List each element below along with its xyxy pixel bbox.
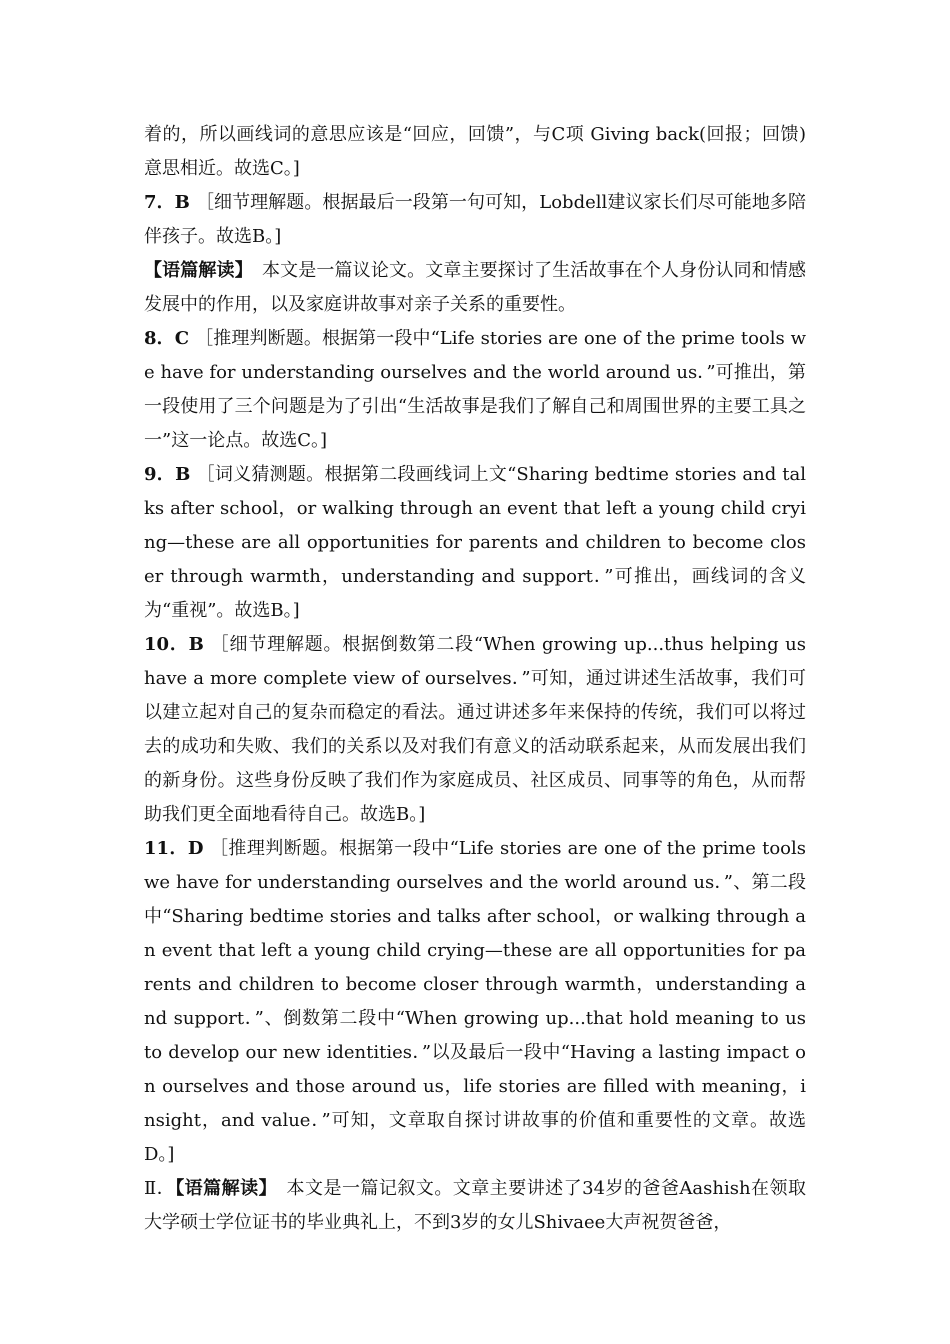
paragraph-question-10 — [144, 628, 806, 832]
paragraph-passage-summary-2 — [144, 1172, 806, 1240]
paragraph-1 — [144, 118, 806, 186]
question-number: 8． — [144, 328, 175, 349]
explanation-text: ［词义猜测题。根据第二段画线词上文“Sharing bedtime stories and talks after school，or walking through an event that left a young child crying—these are all opportunities for parents and children to become closer through warmth，understanding and support．”可推出，画线词的含义为“重视”。故选B。] — [144, 464, 806, 621]
section-tag: 【语篇解读】 — [175, 1178, 269, 1199]
paragraph-question-7 — [144, 186, 806, 254]
question-number: 11． — [144, 838, 188, 859]
explanation-text: ［细节理解题。根据最后一段第一句可知，Lobdell建议家长们尽可能地多陪伴孩子。故选B。] — [144, 192, 807, 247]
paragraph-question-11 — [144, 832, 806, 1172]
answer-key-text — [144, 118, 806, 1240]
question-number: 9． — [144, 464, 176, 485]
summary-text: 本文是一篇议论文。文章主要探讨了生活故事在个人身份认同和情感发展中的作用，以及家庭讲故事对亲子关系的重要性。 — [144, 260, 807, 315]
summary-text: 本文是一篇记叙文。文章主要讲述了34岁的爸爸Aashish在领取大学硕士学位证书的毕业典礼上，不到3岁的女儿Shivaee大声祝贺爸爸， — [144, 1178, 806, 1233]
paragraph-passage-summary-1 — [144, 254, 806, 322]
section-number: Ⅱ． — [144, 1178, 176, 1199]
explanation-text: ［细节理解题。根据倒数第二段“When growing up...thus helping us have a more complete view of ourselves．”可知，通过讲述生活故事，我们可以建立起对自己的复杂而稳定的看法。通过讲述多年来保持的传统，我们可以将过去的成功和失败、我们的关系以及对我们有意义的活动联系起来，从而发展出我们的新身份。这些身份反映了我们作为家庭成员、社区成员、同事等的角色，从而帮助我们更全面地看待自己。故选B。] — [144, 634, 806, 825]
answer-letter: C — [174, 328, 190, 349]
paragraph-1-text: 着的，所以画线词的意思应该是“回应，回馈”，与C项 Giving back(回报；回馈)意思相近。故选C。] — [144, 124, 806, 179]
answer-letter: D — [187, 838, 204, 859]
paragraph-question-9 — [144, 458, 806, 628]
answer-letter: B — [188, 634, 204, 655]
explanation-text: ［推理判断题。根据第一段中“Life stories are one of the prime tools we have for understanding ourselves and the world around us．”、第二段中“Sharing bedtime stories and talks after school，or walking through an event that left a young child crying—these are all opportunities for parents and children to become closer through warmth，understanding and support．”、倒数第二段中“When growing up...that hold meaning to us to develop our new identities．”以及最后一段中“Having a lasting impact on ourselves and those around us，life stories are filled with meaning，insight，and value．”可知，文章取自探讨讲故事的价值和重要性的文章。故选D。] — [144, 838, 806, 1165]
answer-letter: B — [175, 464, 191, 485]
question-number: 10． — [144, 634, 189, 655]
explanation-text: ［推理判断题。根据第一段中“Life stories are one of the prime tools we have for understanding ourselves and the world around us．”可推出，第一段使用了三个问题是为了引出“生活故事是我们了解自己和周围世界的主要工具之一”这一论点。故选C。] — [144, 328, 806, 451]
answer-letter: B — [174, 192, 190, 213]
section-tag: 【语篇解读】 — [144, 260, 244, 281]
paragraph-question-8 — [144, 322, 806, 458]
question-number: 7． — [144, 192, 175, 213]
